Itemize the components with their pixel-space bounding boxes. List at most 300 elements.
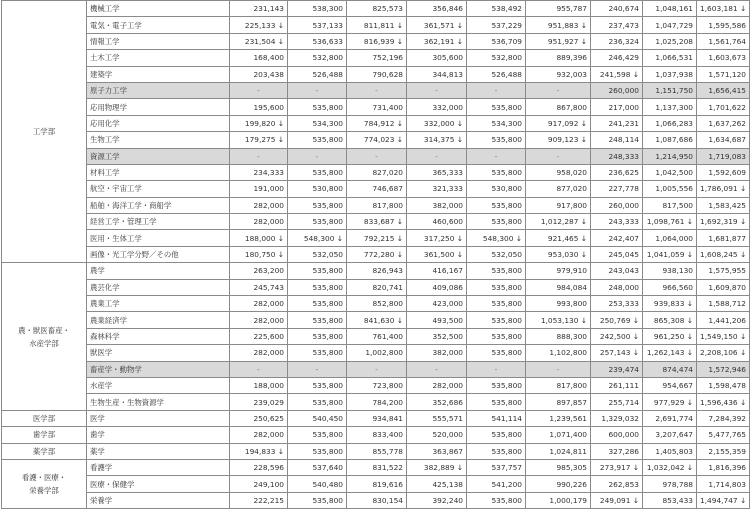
department-cell: 土木工学: [87, 50, 230, 66]
value-cell: 917,092 ↓: [526, 115, 591, 131]
value-cell: 954,667: [643, 377, 697, 393]
table-row: [2, 410, 750, 426]
value-cell: 535,800: [288, 394, 347, 410]
value-cell: 530,800: [288, 181, 347, 197]
value-cell: 227,778: [591, 181, 643, 197]
value-cell: 261,111: [591, 377, 643, 393]
department-cell: 森林科学: [87, 328, 230, 344]
value-cell: 2,208,106 ↓: [697, 345, 750, 361]
value-cell: 1,005,556: [643, 181, 697, 197]
value-cell: 241,598 ↓: [591, 66, 643, 82]
value-cell: 978,788: [643, 476, 697, 492]
value-cell: 225,600: [230, 328, 288, 344]
value-cell: 774,023 ↓: [347, 132, 407, 148]
value-cell: 199,820 ↓: [230, 115, 288, 131]
value-cell: 548,300 ↓: [288, 230, 347, 246]
value-cell: 317,250 ↓: [407, 230, 467, 246]
value-cell: 984,084: [526, 279, 591, 295]
value-cell: 833,400: [347, 427, 407, 443]
value-cell: 535,800: [288, 427, 347, 443]
value-cell: -: [526, 148, 591, 164]
department-cell: 栄養学: [87, 492, 230, 508]
value-cell: 237,473: [591, 17, 643, 33]
value-cell: 282,000: [230, 197, 288, 213]
value-cell: 262,853: [591, 476, 643, 492]
value-cell: 344,813: [407, 66, 467, 82]
value-cell: 409,086: [407, 279, 467, 295]
value-cell: 979,910: [526, 263, 591, 279]
value-cell: 327,286: [591, 443, 643, 459]
department-cell: 情報工学: [87, 33, 230, 49]
value-cell: 203,438: [230, 66, 288, 82]
value-cell: 966,560: [643, 279, 697, 295]
value-cell: 245,045: [591, 246, 643, 262]
value-cell: 1,701,622: [697, 99, 750, 115]
value-cell: 888,300: [526, 328, 591, 344]
value-cell: 520,000: [407, 427, 467, 443]
value-cell: 909,123 ↓: [526, 132, 591, 148]
value-cell: 425,138: [407, 476, 467, 492]
department-cell: 応用化学: [87, 115, 230, 131]
value-cell: 228,596: [230, 459, 288, 475]
value-cell: 352,686: [407, 394, 467, 410]
value-cell: 535,800: [467, 377, 526, 393]
value-cell: 1,583,425: [697, 197, 750, 213]
table-row: [2, 214, 750, 230]
value-cell: 250,625: [230, 410, 288, 426]
value-cell: 535,800: [288, 263, 347, 279]
value-cell: 877,020: [526, 181, 591, 197]
value-cell: -: [288, 82, 347, 98]
value-cell: 282,000: [407, 377, 467, 393]
value-cell: 874,474: [643, 361, 697, 377]
value-cell: 889,396: [526, 50, 591, 66]
value-cell: -: [467, 148, 526, 164]
value-cell: 816,939 ↓: [347, 33, 407, 49]
value-cell: 1,786,091 ↓: [697, 181, 750, 197]
value-cell: 538,492: [467, 1, 526, 17]
value-cell: 363,867: [407, 443, 467, 459]
value-cell: 865,308 ↓: [643, 312, 697, 328]
value-cell: 194,833 ↓: [230, 443, 288, 459]
value-cell: 263,200: [230, 263, 288, 279]
value-cell: 723,800: [347, 377, 407, 393]
table-row: [2, 115, 750, 131]
table-row: [2, 296, 750, 312]
value-cell: 1,053,130 ↓: [526, 312, 591, 328]
value-cell: 951,927 ↓: [526, 33, 591, 49]
value-cell: 191,000: [230, 181, 288, 197]
value-cell: 1,637,262: [697, 115, 750, 131]
value-cell: -: [347, 82, 407, 98]
value-cell: 535,800: [467, 197, 526, 213]
value-cell: 535,800: [467, 296, 526, 312]
value-cell: 1,012,287 ↓: [526, 214, 591, 230]
value-cell: 540,450: [288, 410, 347, 426]
value-cell: 392,240: [407, 492, 467, 508]
value-cell: 985,305: [526, 459, 591, 475]
value-cell: 548,300 ↓: [467, 230, 526, 246]
value-cell: -: [407, 148, 467, 164]
value-cell: -: [467, 82, 526, 98]
value-cell: -: [526, 82, 591, 98]
value-cell: 830,154: [347, 492, 407, 508]
department-cell: 農業工学: [87, 296, 230, 312]
value-cell: 535,800: [288, 296, 347, 312]
value-cell: 236,324: [591, 33, 643, 49]
value-cell: 1,102,800: [526, 345, 591, 361]
table-body: [2, 1, 750, 509]
value-cell: 811,811 ↓: [347, 17, 407, 33]
department-cell: 獣医学: [87, 345, 230, 361]
table-row: [2, 33, 750, 49]
value-cell: 1,071,400: [526, 427, 591, 443]
value-cell: 535,800: [467, 164, 526, 180]
value-cell: 250,769 ↓: [591, 312, 643, 328]
table-row: [2, 230, 750, 246]
value-cell: 535,800: [467, 443, 526, 459]
value-cell: 535,800: [288, 443, 347, 459]
value-cell: 1,041,059 ↓: [643, 246, 697, 262]
value-cell: 1,603,181 ↓: [697, 1, 750, 17]
faculty-cell: 歯学部: [2, 427, 87, 443]
table-row: [2, 66, 750, 82]
value-cell: 752,196: [347, 50, 407, 66]
value-cell: 365,333: [407, 164, 467, 180]
value-cell: 314,375 ↓: [407, 132, 467, 148]
table-row: [2, 279, 750, 295]
value-cell: 1,608,245 ↓: [697, 246, 750, 262]
value-cell: 1,214,950: [643, 148, 697, 164]
value-cell: 1,002,800: [347, 345, 407, 361]
value-cell: 234,333: [230, 164, 288, 180]
value-cell: 222,215: [230, 492, 288, 508]
value-cell: 532,050: [467, 246, 526, 262]
value-cell: 1,024,811: [526, 443, 591, 459]
table-row: [2, 476, 750, 492]
department-cell: 建築学: [87, 66, 230, 82]
value-cell: 2,691,774: [643, 410, 697, 426]
value-cell: 1,239,561: [526, 410, 591, 426]
value-cell: 761,400: [347, 328, 407, 344]
department-cell: 生物生産・生物資源学: [87, 394, 230, 410]
value-cell: 535,800: [288, 99, 347, 115]
value-cell: 246,429: [591, 50, 643, 66]
department-cell: 歯学: [87, 427, 230, 443]
value-cell: 1,575,955: [697, 263, 750, 279]
faculty-cell: 工学部: [2, 1, 87, 263]
value-cell: 416,167: [407, 263, 467, 279]
value-cell: 939,833 ↓: [643, 296, 697, 312]
value-cell: 1,048,161: [643, 1, 697, 17]
table-row: [2, 148, 750, 164]
value-cell: 855,778: [347, 443, 407, 459]
value-cell: 535,800: [467, 394, 526, 410]
value-cell: 249,100: [230, 476, 288, 492]
value-cell: 833,687 ↓: [347, 214, 407, 230]
value-cell: 1,595,586: [697, 17, 750, 33]
value-cell: 239,474: [591, 361, 643, 377]
value-cell: -: [347, 361, 407, 377]
value-cell: 1,634,687: [697, 132, 750, 148]
value-cell: 1,549,150 ↓: [697, 328, 750, 344]
value-cell: 535,800: [288, 312, 347, 328]
value-cell: -: [230, 361, 288, 377]
value-cell: 1,596,436 ↓: [697, 394, 750, 410]
table-row: [2, 345, 750, 361]
value-cell: 555,571: [407, 410, 467, 426]
value-cell: 541,200: [467, 476, 526, 492]
value-cell: 260,000: [591, 82, 643, 98]
value-cell: 535,800: [467, 279, 526, 295]
value-cell: 536,633: [288, 33, 347, 49]
table-row: [2, 427, 750, 443]
value-cell: -: [288, 148, 347, 164]
faculty-cell: 薬学部: [2, 443, 87, 459]
value-cell: 5,477,765: [697, 427, 750, 443]
value-cell: 382,000: [407, 197, 467, 213]
value-cell: -: [288, 361, 347, 377]
department-cell: 船舶・海洋工学・商船学: [87, 197, 230, 213]
value-cell: 535,800: [467, 427, 526, 443]
value-cell: 526,488: [288, 66, 347, 82]
value-cell: 535,800: [288, 377, 347, 393]
value-cell: 1,042,500: [643, 164, 697, 180]
table-row: [2, 164, 750, 180]
value-cell: 3,207,647: [643, 427, 697, 443]
table-row: [2, 459, 750, 475]
table-row: [2, 246, 750, 262]
value-cell: 535,800: [288, 132, 347, 148]
value-cell: 245,743: [230, 279, 288, 295]
value-cell: 820,741: [347, 279, 407, 295]
value-cell: 1,598,478: [697, 377, 750, 393]
value-cell: 1,262,143 ↓: [643, 345, 697, 361]
department-cell: 材料工学: [87, 164, 230, 180]
value-cell: 1,025,208: [643, 33, 697, 49]
value-cell: 180,750 ↓: [230, 246, 288, 262]
value-cell: 792,215 ↓: [347, 230, 407, 246]
value-cell: 1,037,938: [643, 66, 697, 82]
value-cell: 535,800: [467, 132, 526, 148]
value-cell: -: [230, 148, 288, 164]
value-cell: 955,787: [526, 1, 591, 17]
value-cell: 532,800: [467, 50, 526, 66]
value-cell: 1,692,319 ↓: [697, 214, 750, 230]
department-cell: 原子力工学: [87, 82, 230, 98]
table-row: [2, 82, 750, 98]
value-cell: 535,800: [467, 214, 526, 230]
value-cell: 535,800: [288, 214, 347, 230]
faculty-cell: 農・獣医畜産・ 水産学部: [2, 263, 87, 411]
value-cell: 526,488: [467, 66, 526, 82]
value-cell: 1,714,803: [697, 476, 750, 492]
department-cell: 医学: [87, 410, 230, 426]
value-cell: 817,800: [347, 197, 407, 213]
department-cell: 水産学: [87, 377, 230, 393]
table-row: [2, 312, 750, 328]
faculty-cell: 看護・医療・ 栄養学部: [2, 459, 87, 508]
value-cell: 537,640: [288, 459, 347, 475]
faculty-cell: 医学部: [2, 410, 87, 426]
table-row: [2, 443, 750, 459]
value-cell: 1,087,686: [643, 132, 697, 148]
value-cell: 990,226: [526, 476, 591, 492]
value-cell: -: [407, 82, 467, 98]
value-cell: 1,441,206: [697, 312, 750, 328]
value-cell: 243,333: [591, 214, 643, 230]
value-cell: 305,600: [407, 50, 467, 66]
value-cell: 236,625: [591, 164, 643, 180]
value-cell: 356,846: [407, 1, 467, 17]
value-cell: 535,800: [467, 328, 526, 344]
value-cell: 1,561,764: [697, 33, 750, 49]
value-cell: 1,098,761 ↓: [643, 214, 697, 230]
value-cell: 535,800: [467, 99, 526, 115]
value-cell: 361,500 ↓: [407, 246, 467, 262]
table-row: [2, 181, 750, 197]
value-cell: 242,407: [591, 230, 643, 246]
value-cell: 179,275 ↓: [230, 132, 288, 148]
value-cell: -: [230, 82, 288, 98]
table-row: [2, 50, 750, 66]
value-cell: 240,674: [591, 1, 643, 17]
department-cell: 電気・電子工学: [87, 17, 230, 33]
value-cell: 1,066,283: [643, 115, 697, 131]
value-cell: 826,943: [347, 263, 407, 279]
value-cell: 460,600: [407, 214, 467, 230]
department-cell: 看護学: [87, 459, 230, 475]
value-cell: 535,800: [467, 492, 526, 508]
value-cell: 1,588,712: [697, 296, 750, 312]
department-cell: 画像・光工学分野／その他: [87, 246, 230, 262]
value-cell: 535,800: [288, 164, 347, 180]
value-cell: 532,800: [288, 50, 347, 66]
value-cell: 540,480: [288, 476, 347, 492]
value-cell: 195,600: [230, 99, 288, 115]
value-cell: 841,630 ↓: [347, 312, 407, 328]
value-cell: 1,405,803: [643, 443, 697, 459]
value-cell: 535,800: [288, 328, 347, 344]
department-cell: 薬学: [87, 443, 230, 459]
department-cell: 機械工学: [87, 1, 230, 17]
value-cell: 537,133: [288, 17, 347, 33]
value-cell: 1,681,877: [697, 230, 750, 246]
value-cell: 248,333: [591, 148, 643, 164]
value-cell: 1,064,000: [643, 230, 697, 246]
table-row: [2, 263, 750, 279]
value-cell: 282,000: [230, 214, 288, 230]
value-cell: 934,841: [347, 410, 407, 426]
value-cell: 831,522: [347, 459, 407, 475]
value-cell: 1,656,415: [697, 82, 750, 98]
department-cell: 生物工学: [87, 132, 230, 148]
department-cell: 医療・保健学: [87, 476, 230, 492]
value-cell: 332,000 ↓: [407, 115, 467, 131]
value-cell: 1,592,609: [697, 164, 750, 180]
value-cell: 538,300: [288, 1, 347, 17]
value-cell: -: [467, 361, 526, 377]
value-cell: 231,143: [230, 1, 288, 17]
value-cell: 1,571,120: [697, 66, 750, 82]
value-cell: 248,114: [591, 132, 643, 148]
value-cell: 255,714: [591, 394, 643, 410]
value-cell: 248,000: [591, 279, 643, 295]
value-cell: 253,333: [591, 296, 643, 312]
value-cell: 953,030 ↓: [526, 246, 591, 262]
value-cell: 217,000: [591, 99, 643, 115]
value-cell: 168,400: [230, 50, 288, 66]
value-cell: 993,800: [526, 296, 591, 312]
value-cell: 784,200: [347, 394, 407, 410]
value-cell: 790,628: [347, 66, 407, 82]
value-cell: -: [347, 148, 407, 164]
value-cell: 249,091 ↓: [591, 492, 643, 508]
table-row: [2, 1, 750, 17]
value-cell: -: [526, 361, 591, 377]
value-cell: 2,155,359: [697, 443, 750, 459]
value-cell: 361,571 ↓: [407, 17, 467, 33]
value-cell: 282,000: [230, 296, 288, 312]
value-cell: 362,191 ↓: [407, 33, 467, 49]
value-cell: 273,917 ↓: [591, 459, 643, 475]
value-cell: 1,609,870: [697, 279, 750, 295]
value-cell: 1,816,396: [697, 459, 750, 475]
table-row: [2, 492, 750, 508]
department-cell: 航空・宇宙工学: [87, 181, 230, 197]
value-cell: 958,020: [526, 164, 591, 180]
value-cell: 917,800: [526, 197, 591, 213]
value-cell: 535,800: [288, 197, 347, 213]
value-cell: 938,130: [643, 263, 697, 279]
value-cell: 332,000: [407, 99, 467, 115]
value-cell: 819,616: [347, 476, 407, 492]
value-cell: 188,000: [230, 377, 288, 393]
value-cell: 423,000: [407, 296, 467, 312]
value-cell: 961,250 ↓: [643, 328, 697, 344]
table-row: [2, 17, 750, 33]
table-row: [2, 197, 750, 213]
value-cell: 537,229: [467, 17, 526, 33]
value-cell: 493,500: [407, 312, 467, 328]
department-cell: 農業経済学: [87, 312, 230, 328]
value-cell: -: [407, 361, 467, 377]
value-cell: 225,133 ↓: [230, 17, 288, 33]
value-cell: 1,603,673: [697, 50, 750, 66]
department-cell: 経営工学・管理工学: [87, 214, 230, 230]
value-cell: 242,500 ↓: [591, 328, 643, 344]
value-cell: 1,494,747 ↓: [697, 492, 750, 508]
value-cell: 282,000: [230, 427, 288, 443]
value-cell: 282,000: [230, 312, 288, 328]
value-cell: 1,047,729: [643, 17, 697, 33]
value-cell: 541,114: [467, 410, 526, 426]
department-cell: 農学: [87, 263, 230, 279]
table-row: [2, 361, 750, 377]
department-cell: 医用・生体工学: [87, 230, 230, 246]
value-cell: 1,719,083: [697, 148, 750, 164]
value-cell: 257,143 ↓: [591, 345, 643, 361]
value-cell: 1,572,946: [697, 361, 750, 377]
value-cell: 1,032,042 ↓: [643, 459, 697, 475]
value-cell: 7,284,392: [697, 410, 750, 426]
value-cell: 534,300: [288, 115, 347, 131]
table-row: [2, 394, 750, 410]
value-cell: 921,465 ↓: [526, 230, 591, 246]
value-cell: 1,329,032: [591, 410, 643, 426]
value-cell: 231,504 ↓: [230, 33, 288, 49]
value-cell: 1,000,179: [526, 492, 591, 508]
